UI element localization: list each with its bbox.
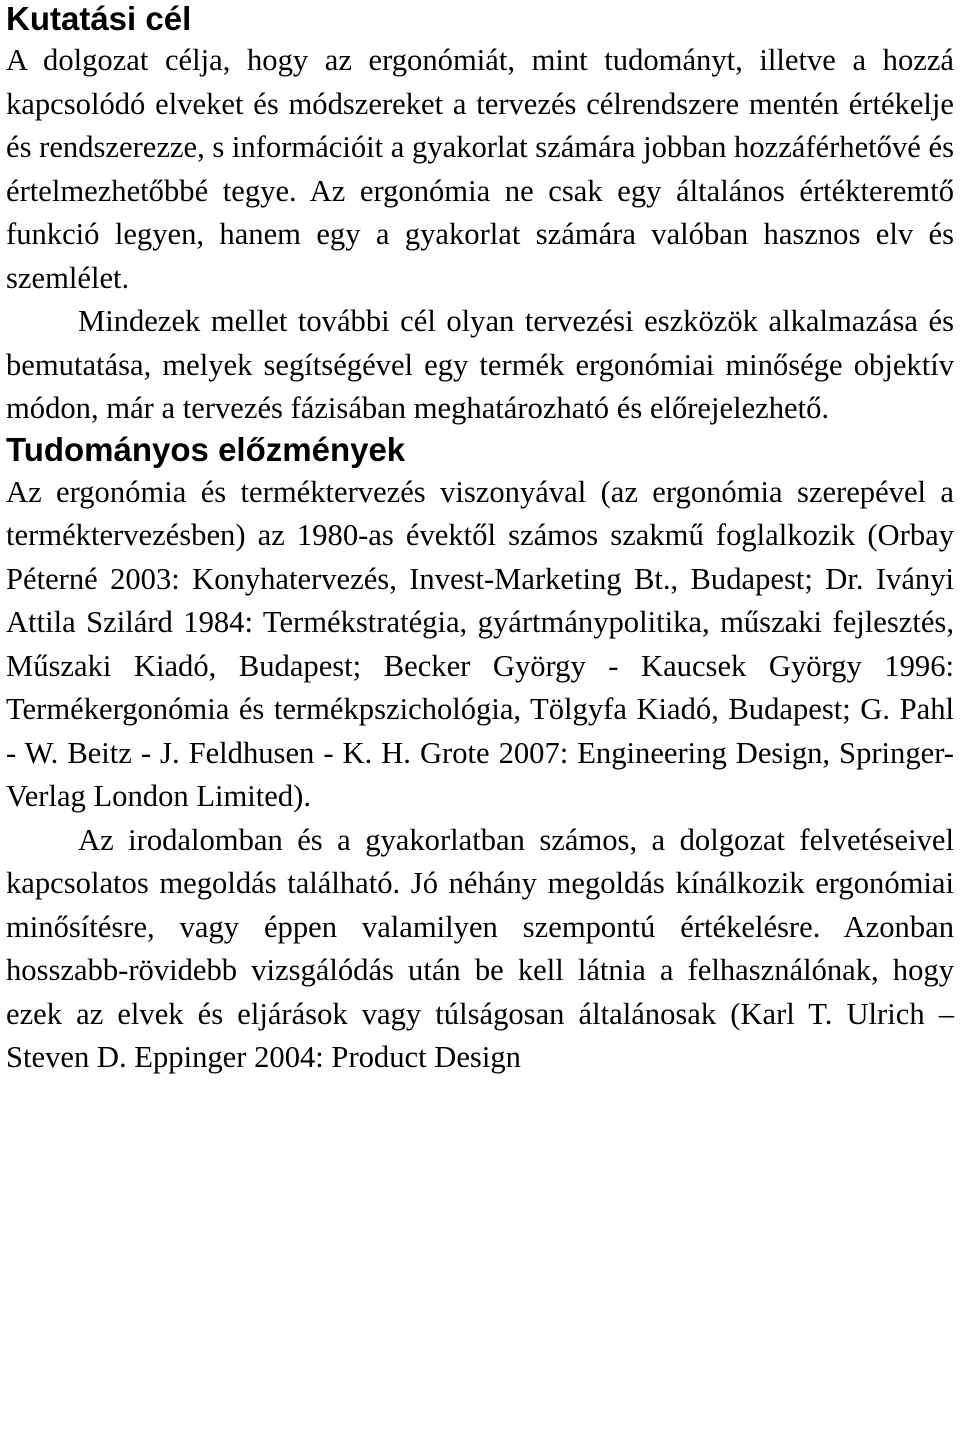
- paragraph-research-goal-1: A dolgozat célja, hogy az ergonómiát, mint tudományt, illetve a hozzá kapcsolódó elveket és módszereket a tervezés célrendszere mentén értékelje és rendszerezze, s információit a gyakorlat számára jobban hozzáférhetővé és értelmezhetőbbé tegye. Az ergonómia ne csak egy általános értékteremtő funkció legyen, hanem egy a gyakorlat számára valóban hasznos elv és szemlélet.: [6, 43, 954, 295]
- paragraph-scientific-background-1: Az ergonómia és terméktervezés viszonyával (az ergonómia szerepével a terméktervezésben) az 1980-as évektől számos szakmű foglalkozik (Orbay Péterné 2003: Konyhatervezés, Invest-Marketing Bt., Budapest; Dr. Iványi Attila Szilárd 1984: Termékstratégia, gyártmánypolitika, műszaki fejlesztés, Műszaki Kiadó, Budapest; Becker György - Kaucsek György 1996: Termékergonómia és termékpszichológia, Tölgyfa Kiadó, Budapest; G. Pahl - W. Beitz - J. Feldhusen - K. H. Grote 2007: Engineering Design, Springer-Verlag London Limited).: [6, 474, 954, 813]
- section-heading-scientific-background: Tudományos előzmények: [6, 430, 406, 468]
- paragraph-scientific-background-2: Az irodalomban és a gyakorlatban számos, a dolgozat felvetéseivel kapcsolatos megoldás található. Jó néhány megoldás kínálkozik ergonómiai minősítésre, vagy éppen valamilyen szempontú értékelésre. Azonban hosszabb-rövidebb vizsgálódás után be kell látnia a felhasználónak, hogy ezek az elvek és eljárások vagy túlságosan általánosak (Karl T. Ulrich – Steven D. Eppinger 2004: Product Design: [6, 822, 954, 1074]
- paragraph-research-goal-2: Mindezek mellet további cél olyan tervezési eszközök alkalmazása és bemutatása, melyek segítségével egy termék ergonómiai minősége objektív módon, már a tervezés fázisában meghatározható és előrejelezhető.: [6, 304, 954, 425]
- document-page: [6, 0, 954, 1080]
- section-heading-research-goal: Kutatási cél: [6, 0, 192, 37]
